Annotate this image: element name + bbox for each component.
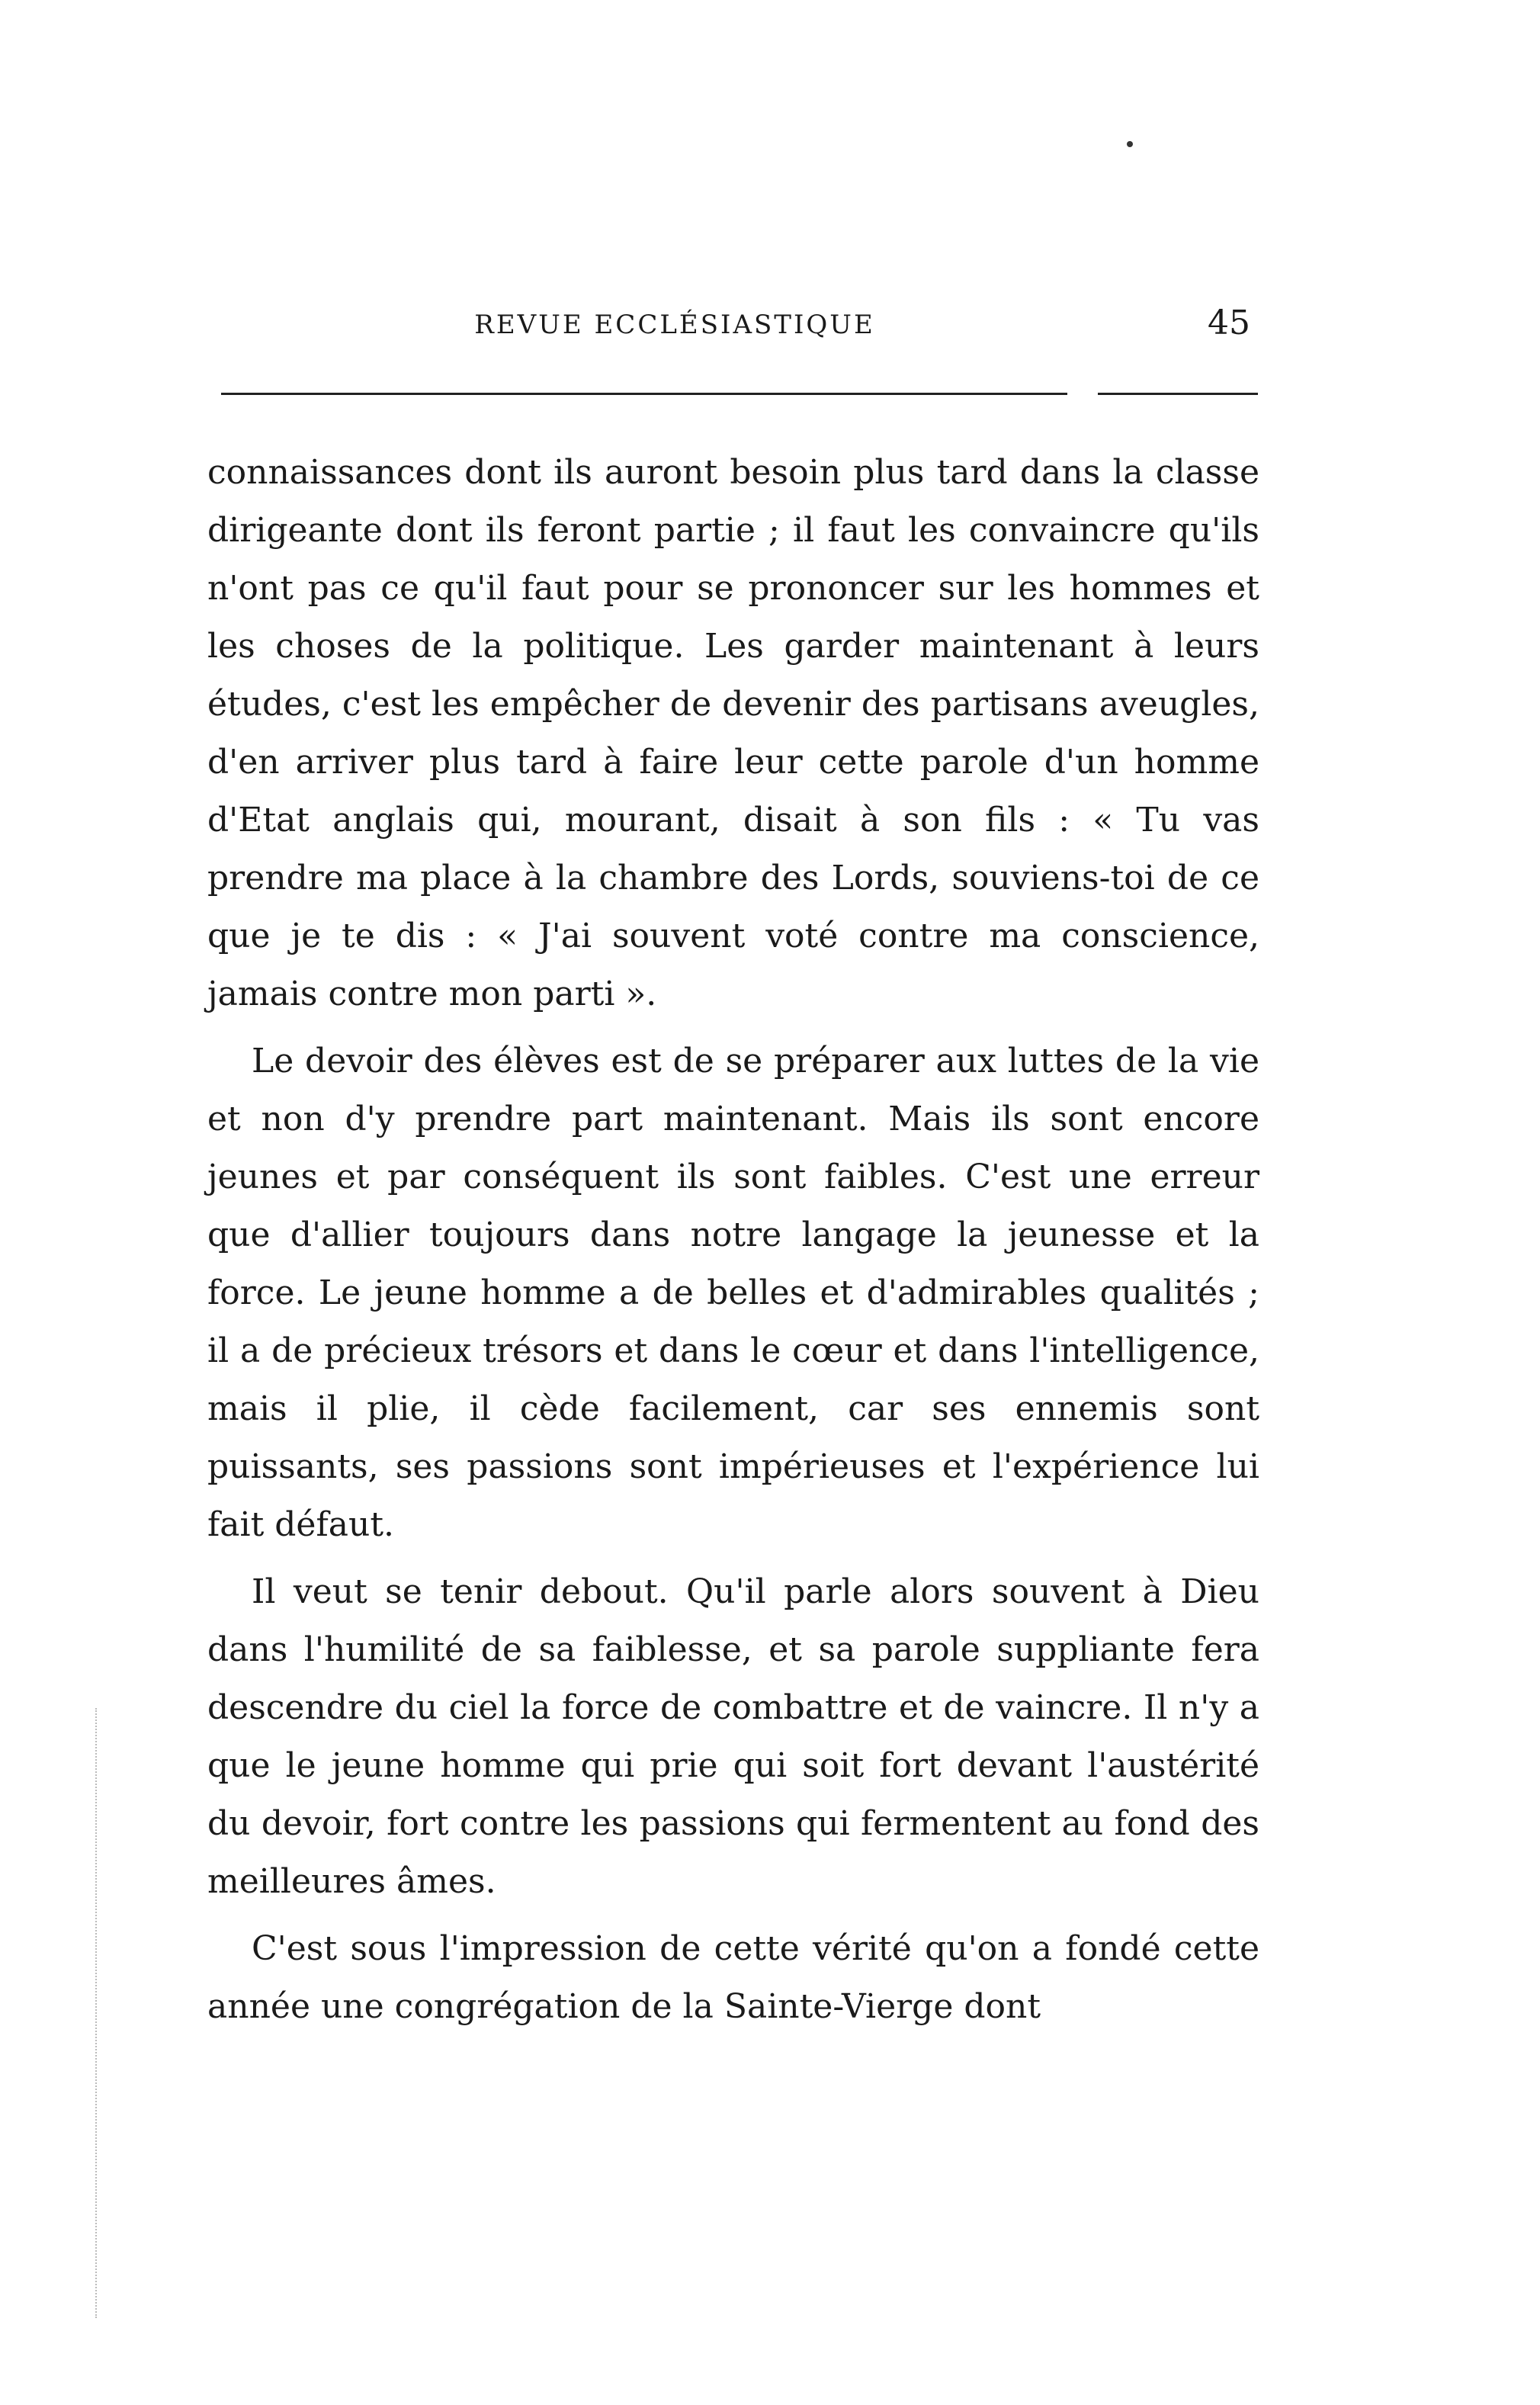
margin-specks (95, 1708, 112, 2318)
header-rule-gap (1067, 389, 1098, 398)
paragraph-1: connaissances dont ils auront besoin plus tard dans la classe dirigeante dont ils feront partie ; il faut les convaincre qu'ils n'ont pas ce qu'il faut pour se prononcer sur les hommes et les choses de la politique. Les garder maintenant à leurs études, c'est les empêcher de devenir des partisans aveugles, d'en arriver plus tard à faire leur cette parole d'un homme d'Etat anglais qui, mourant, disait à son fils : « Tu vas prendre ma place à la chambre des Lords, souviens-toi de ce que je te dis : « J'ai souvent voté contre ma conscience, jamais contre mon parti ». (207, 453, 1259, 1013)
header-rule (221, 393, 1258, 395)
running-title: REVUE ECCLÉSIASTIQUE (474, 310, 875, 340)
paragraph-3: Il veut se tenir debout. Qu'il parle alors souvent à Dieu dans l'humilité de sa faiblesse, et sa parole suppliante fera descendre du ciel la force de combattre et de vaincre. Il n'y a que le jeune homme qui prie qui soit fort devant l'austérité du devoir, fort contre les passions qui fermentent au fond des meilleures âmes. (207, 1572, 1259, 1901)
page-number: 45 (1208, 303, 1250, 342)
paragraph-4: C'est sous l'impression de cette vérité qu'on a fondé cette année une congrégation de la Sainte-Vierge dont (207, 1929, 1259, 2026)
body-text (207, 444, 1259, 2036)
paragraph-2: Le devoir des élèves est de se préparer aux luttes de la vie et non d'y prendre part maintenant. Mais ils sont encore jeunes et par conséquent ils sont faibles. C'est une erreur que d'allier toujours dans notre langage la jeunesse et la force. Le jeune homme a de belles et d'admirables qualités ; il a de précieux trésors et dans le cœur et dans l'intelligence, mais il plie, il cède facilement, car ses ennemis sont puissants, ses passions sont impérieuses et l'expérience lui fait défaut. (207, 1042, 1259, 1544)
ink-speck (1127, 141, 1133, 147)
page-header (206, 303, 1266, 349)
